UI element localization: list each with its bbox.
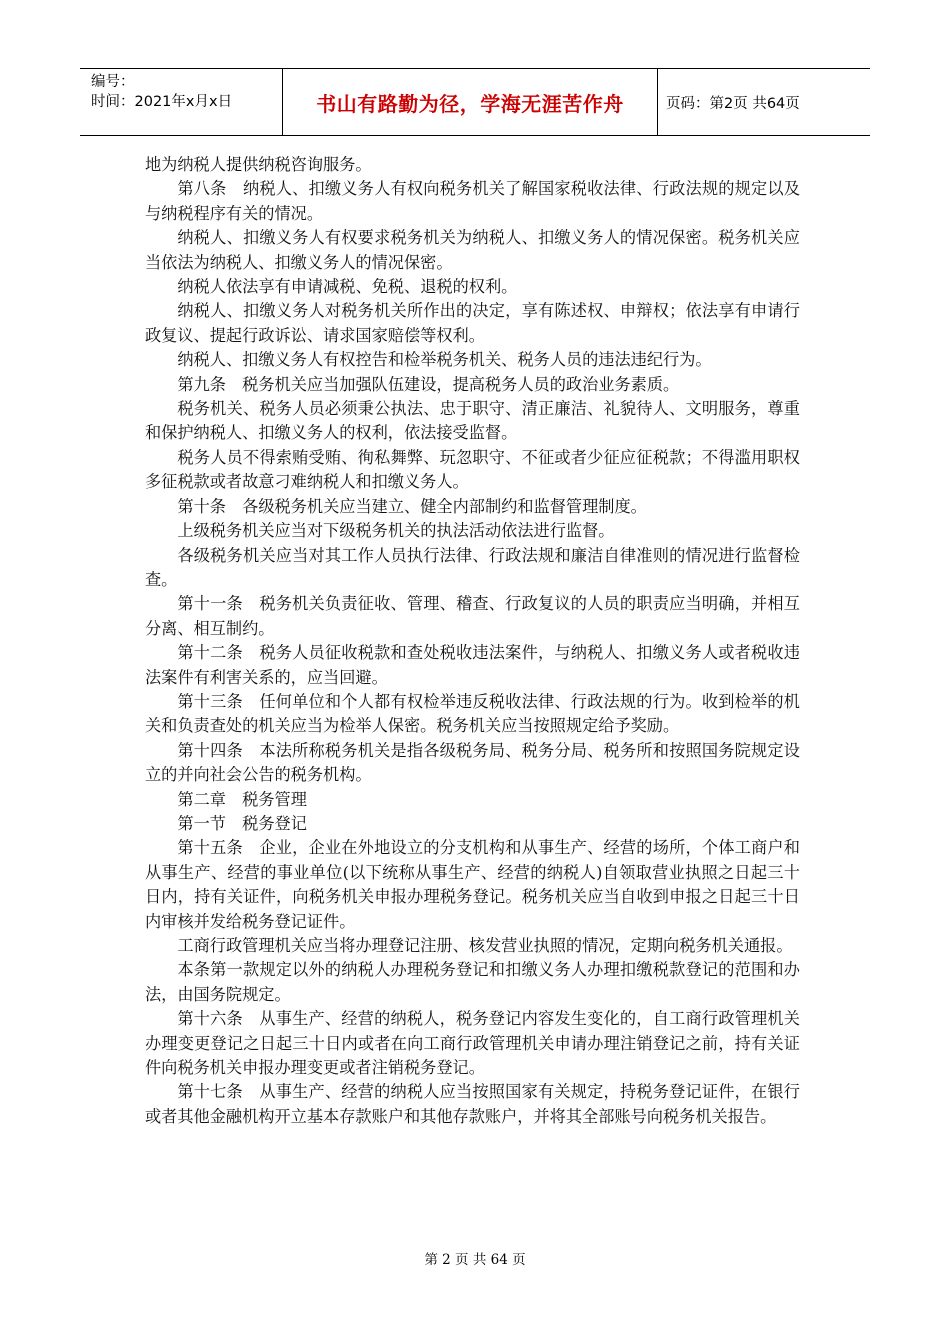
paragraph: 税务机关、税务人员必须秉公执法、忠于职守、清正廉洁、礼貌待人、文明服务，尊重和保护纳税人、扣缴义务人的权利，依法接受监督。: [145, 399, 800, 443]
header-page-info: 页码：第2页 共64页: [666, 95, 800, 112]
header-motto: 书山有路勤为径，学海无涯苦作舟: [283, 69, 658, 135]
header-meta-cell: [80, 69, 283, 135]
paragraph: 纳税人、扣缴义务人有权控告和检举税务机关、税务人员的违法违纪行为。: [177, 350, 712, 370]
paragraph: 第十一条 税务机关负责征收、管理、稽查、行政复议的人员的职责应当明确，并相互分离、相互制约。: [145, 594, 800, 638]
paragraph: 税务人员不得索贿受贿、徇私舞弊、玩忽职守、不征或者少征应征税款；不得滥用职权多征税款或者故意刁难纳税人和扣缴义务人。: [145, 447, 800, 492]
paragraph: 第十六条 从事生产、经营的纳税人，税务登记内容发生变化的，自工商行政管理机关办理变更登记之日起三十日内或者在向工商行政管理机关申请办理注销登记之前，持有关证件向税务机关申报办理变更或者注销税务登记。: [145, 1009, 800, 1078]
paragraph: 纳税人依法享有申请减税、免税、退税的权利。: [177, 277, 518, 297]
paragraph: 第十二条 税务人员征收税款和查处税收违法案件，与纳税人、扣缴义务人或者税收违法案件有利害关系的，应当回避。: [145, 643, 800, 687]
paragraph: 第八条 纳税人、扣缴义务人有权向税务机关了解国家税收法律、行政法规的规定以及与纳税程序有关的情况。: [145, 179, 800, 223]
paragraph: 第十三条 任何单位和个人都有权检举违反税收法律、行政法规的行为。收到检举的机关和负责查处的机关应当为检举人保密。税务机关应当按照规定给予奖励。: [145, 691, 800, 736]
paragraph: 纳税人、扣缴义务人对税务机关所作出的决定，享有陈述权、申辩权；依法享有申请行政复议、提起行政诉讼、请求国家赔偿等权利。: [145, 301, 800, 345]
paragraph: 工商行政管理机关应当将办理登记注册、核发营业执照的情况，定期向税务机关通报。: [177, 936, 793, 955]
paragraph: 上级税务机关应当对下级税务机关的执法活动依法进行监督。: [177, 521, 615, 541]
document-header: [80, 68, 870, 136]
page-footer: 第 2 页 共 64 页: [424, 1252, 526, 1268]
paragraph: 第九条 税务机关应当加强队伍建设，提高税务人员的政治业务素质。: [177, 374, 680, 394]
document-body: [145, 153, 800, 1129]
paragraph: 本条第一款规定以外的纳税人办理税务登记和扣缴义务人办理扣缴税款登记的范围和办法，由国务院规定。: [145, 960, 800, 1004]
paragraph: 第十四条 本法所称税务机关是指各级税务局、税务分局、税务所和按照国务院规定设立的并向社会公告的税务机构。: [145, 740, 800, 785]
paragraph: 地为纳税人提供纳税咨询服务。: [145, 155, 372, 174]
paragraph: 各级税务机关应当对其工作人员执行法律、行政法规和廉洁自律准则的情况进行监督检查。: [145, 545, 800, 589]
document-date-label: 时间：2021年x月x日: [91, 94, 233, 110]
paragraph: 第十条 各级税务机关应当建立、健全内部制约和监督管理制度。: [177, 496, 647, 516]
paragraph: 第十七条 从事生产、经营的纳税人应当按照国家有关规定，持税务登记证件，在银行或者其他金融机构开立基本存款账户和其他存款账户，并将其全部账号向税务机关报告。: [145, 1082, 800, 1126]
paragraph: 第十五条 企业，企业在外地设立的分支机构和从事生产、经营的场所，个体工商户和从事生产、经营的事业单位(以下统称从事生产、经营的纳税人)自领取营业执照之日起三十日内，持有关证件，向税务机关申报办理税务登记。税务机关应当自收到申报之日起三十日内审核并发给税务登记证件。: [145, 838, 800, 931]
document-code-label: 编号：: [91, 74, 135, 90]
section-heading: 第一节 税务登记: [177, 813, 307, 833]
paragraph: 纳税人、扣缴义务人有权要求税务机关为纳税人、扣缴义务人的情况保密。税务机关应当依法为纳税人、扣缴义务人的情况保密。: [145, 228, 800, 272]
chapter-heading: 第二章 税务管理: [177, 789, 307, 809]
